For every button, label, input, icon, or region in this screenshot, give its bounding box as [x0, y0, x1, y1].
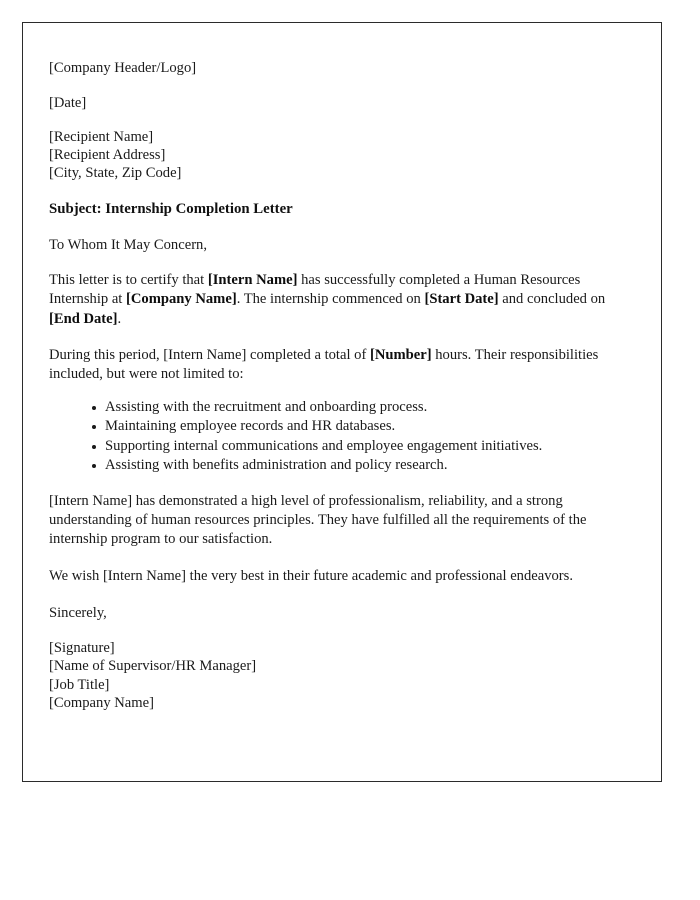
closing-salutation: Sincerely,	[49, 604, 107, 621]
list-item: Assisting with the recruitment and onboarding process.	[105, 398, 632, 417]
intern-name-placeholder: [Intern Name]	[207, 272, 298, 289]
list-item: Assisting with benefits administration and policy research.	[105, 456, 632, 475]
duties-list	[49, 398, 632, 475]
signature-placeholder: [Signature]	[49, 640, 115, 657]
letter-page	[22, 22, 662, 782]
paragraph-certification	[49, 271, 632, 329]
signer-company: [Company Name]	[49, 694, 154, 711]
company-header-block	[49, 59, 632, 78]
signature-block	[49, 639, 632, 712]
para1-text-4: and concluded on	[498, 291, 606, 308]
subject-line: Subject: Internship Completion Letter	[49, 200, 293, 217]
paragraph-hours	[49, 346, 632, 384]
signer-name: [Name of Supervisor/HR Manager]	[49, 658, 257, 675]
recipient-block	[49, 128, 632, 183]
recipient-city-state-zip: [City, State, Zip Code]	[49, 165, 182, 182]
signer-job-title: [Job Title]	[49, 676, 110, 693]
start-date-placeholder: [Start Date]	[424, 291, 499, 308]
letter-content	[23, 23, 661, 712]
end-date-placeholder: [End Date]	[49, 310, 118, 327]
company-name-placeholder: [Company Name]	[126, 291, 237, 308]
para1-text-1: This letter is to certify that	[49, 272, 208, 289]
para1-text-3: . The internship commenced on	[236, 291, 425, 308]
salutation: To Whom It May Concern,	[49, 236, 207, 253]
para1-text-2: has successfully completed a Human Resources Internship at	[49, 272, 581, 308]
company-header-placeholder: [Company Header/Logo]	[49, 60, 197, 76]
para2-text-2: hours. Their responsibilities included, but were not limited to:	[49, 346, 599, 382]
list-item: Maintaining employee records and HR databases.	[105, 417, 632, 436]
list-item: Supporting internal communications and employee engagement initiatives.	[105, 437, 632, 456]
date-placeholder: [Date]	[49, 94, 87, 111]
date-block	[49, 94, 632, 113]
para1-text-5: .	[117, 310, 122, 327]
paragraph-evaluation: [Intern Name] has demonstrated a high level of professionalism, reliability, and a strong understanding of human resources principles. They have fulfilled all the requirements of the internship program to our satisfaction.	[49, 492, 587, 548]
number-placeholder: [Number]	[369, 346, 432, 363]
paragraph-well-wishes: We wish [Intern Name] the very best in their future academic and professional endeavors.	[49, 567, 573, 584]
recipient-address: [Recipient Address]	[49, 147, 166, 164]
para2-text-1: During this period, [Intern Name] completed a total of	[49, 346, 370, 363]
recipient-name: [Recipient Name]	[49, 129, 154, 145]
